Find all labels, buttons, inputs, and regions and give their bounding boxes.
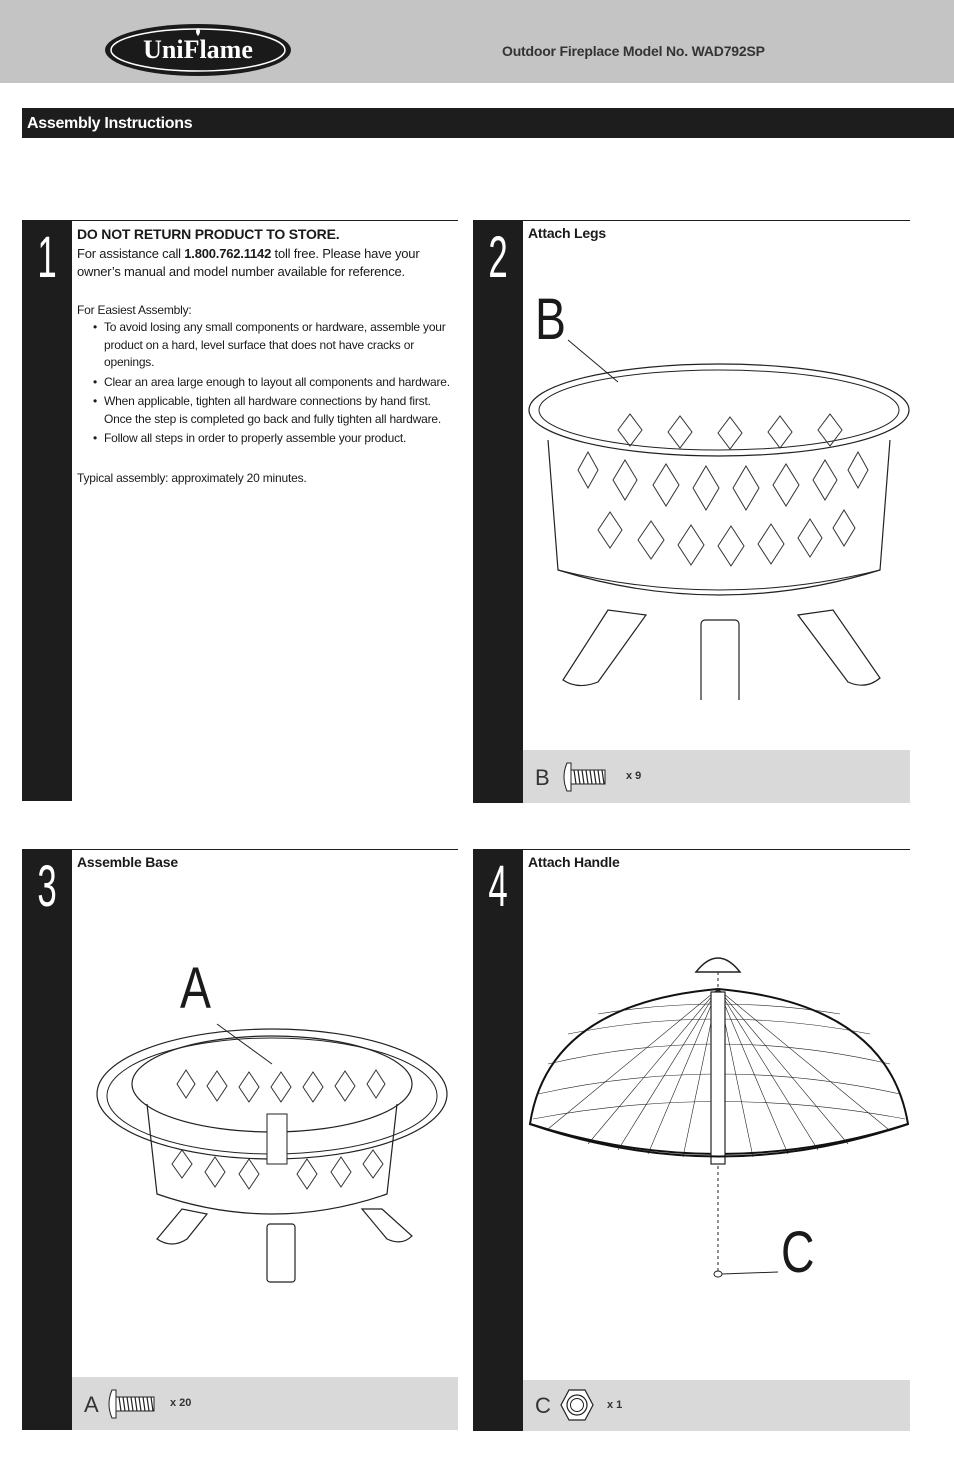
callout-label: A	[180, 956, 211, 1021]
panel-rule	[523, 220, 910, 221]
tip-item: • To avoid losing any small components or hardware, assemble your product on a hard, level surface that does not have cracks or openings.	[93, 319, 452, 372]
step-4-panel	[473, 849, 910, 1431]
fire-pit-base-illustration	[77, 1014, 457, 1284]
step-1-text	[77, 225, 452, 487]
part-letter: C	[535, 1393, 551, 1418]
callout-label: B	[535, 287, 566, 352]
panel-rule	[72, 849, 458, 850]
assist-prefix: For assistance call	[77, 246, 185, 261]
step-number: 1	[37, 225, 57, 290]
fire-pit-legs-illustration	[528, 320, 910, 700]
part-letter: A	[84, 1392, 99, 1417]
section-title-bar	[22, 108, 954, 138]
logo-wordmark: UniFlame	[143, 35, 253, 64]
part-quantity: x 1	[607, 1399, 623, 1411]
step-title: Attach Handle	[528, 854, 620, 870]
step-1-panel	[22, 220, 458, 801]
tip-item: • Follow all steps in order to properly assemble your product.	[93, 430, 452, 448]
step-2-panel	[473, 220, 910, 803]
screw-icon	[106, 1388, 156, 1420]
hardware-box	[523, 750, 910, 803]
step-number-column	[22, 220, 72, 801]
model-number: Outdoor Fireplace Model No. WAD792SP	[502, 43, 765, 59]
step-number: 3	[37, 854, 57, 919]
assistance-text	[77, 245, 452, 281]
panel-rule	[72, 220, 458, 221]
step-title: Assemble Base	[77, 854, 178, 870]
hardware-box	[523, 1380, 910, 1431]
nut-icon	[559, 1388, 595, 1422]
screw-icon	[561, 761, 607, 793]
uniflame-logo	[103, 22, 293, 78]
panel-rule	[523, 849, 910, 850]
step-number: 4	[488, 854, 508, 919]
tip-item: • Clear an area large enough to layout all components and hardware.	[93, 374, 452, 392]
spark-screen-illustration	[528, 944, 910, 1284]
step-number: 2	[488, 225, 508, 290]
tip-item: • When applicable, tighten all hardware connections by hand first. Once the step is completed go back and fully tighten all hardware.	[93, 393, 452, 428]
section-title: Assembly Instructions	[27, 115, 193, 132]
step-title: Attach Legs	[528, 225, 606, 241]
hardware-box	[72, 1377, 458, 1430]
page-header	[0, 0, 954, 83]
assist-suffix: toll free. Please have your owner’s manual and model number available for reference.	[77, 246, 420, 279]
step-number-column	[473, 849, 523, 1431]
tips-list	[93, 319, 452, 448]
phone-number: 1.800.762.1142	[184, 246, 272, 261]
part-quantity: x 9	[626, 770, 642, 782]
typical-assembly-time: Typical assembly: approximately 20 minutes.	[77, 470, 307, 485]
easiest-heading: For Easiest Assembly:	[77, 303, 192, 317]
part-letter: B	[535, 765, 550, 790]
step-number-column	[22, 849, 72, 1430]
step-number-column	[473, 220, 523, 803]
callout-label: C	[781, 1220, 815, 1285]
step-3-panel	[22, 849, 458, 1430]
part-quantity: x 20	[170, 1397, 192, 1409]
warning-heading: DO NOT RETURN PRODUCT TO STORE.	[77, 226, 340, 242]
